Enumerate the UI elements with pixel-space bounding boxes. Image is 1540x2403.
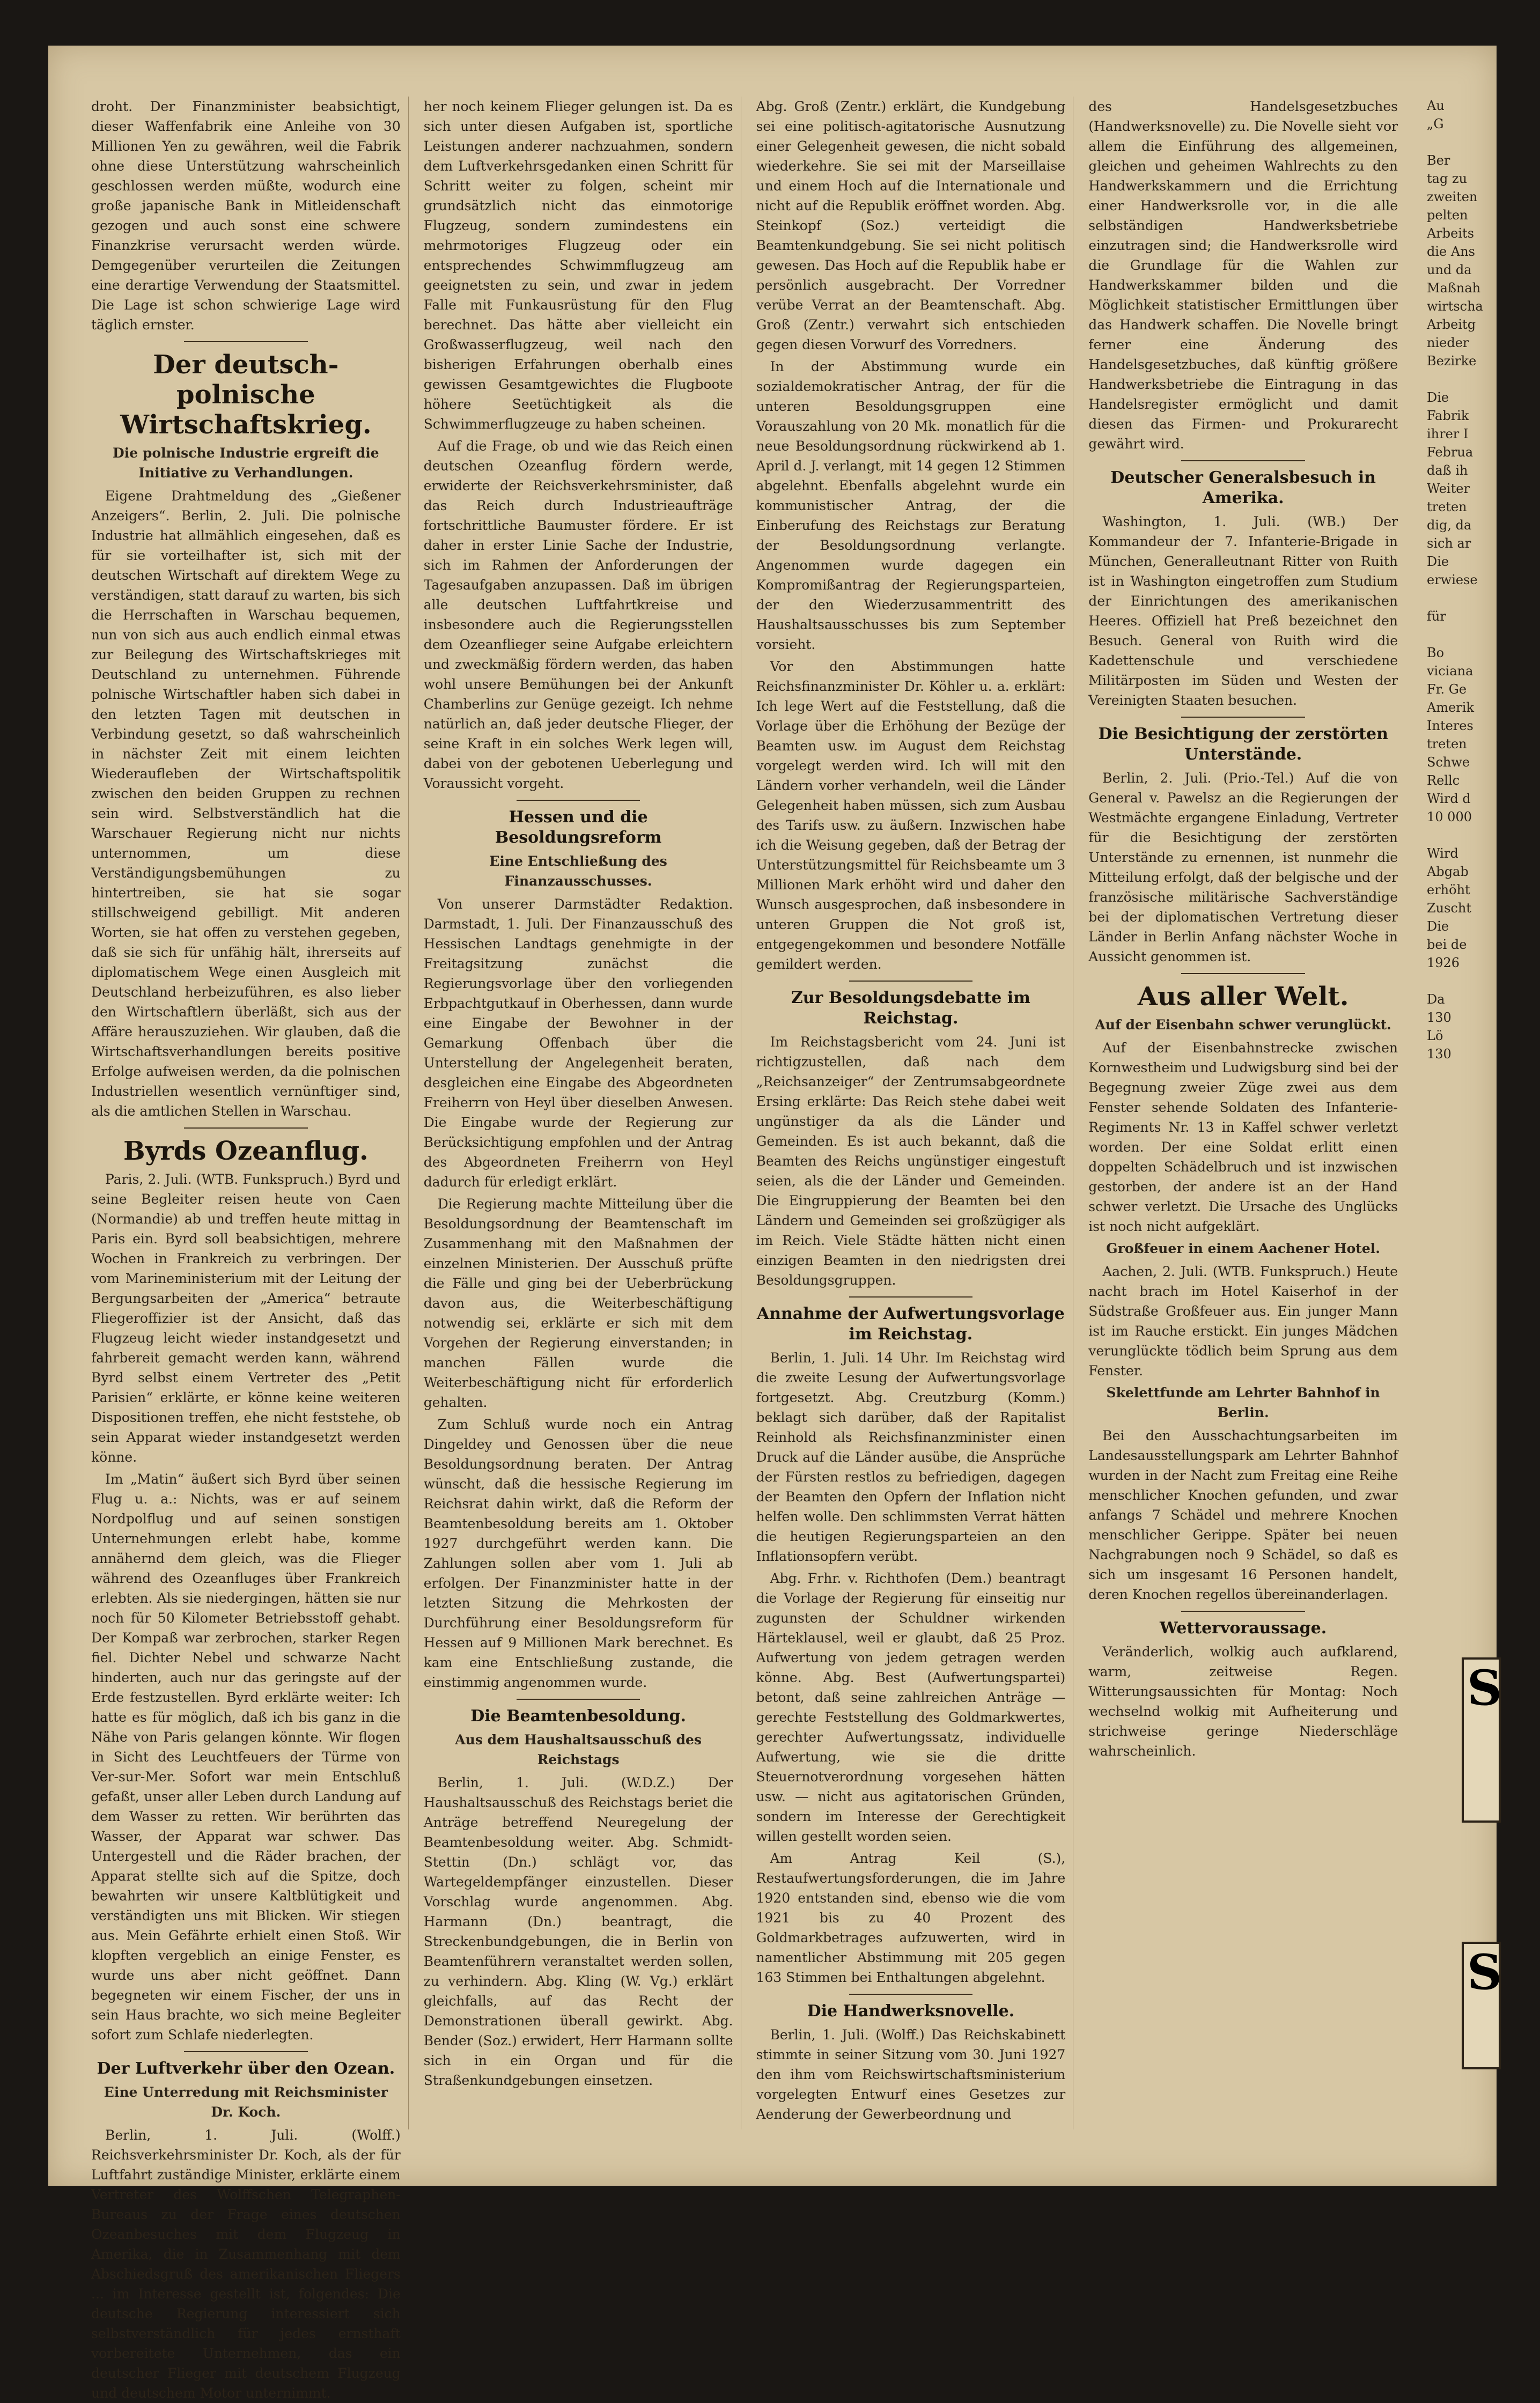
column-4 (1088, 97, 1405, 2129)
headline: Der deutsch-polnische Wirtschaftskrieg. (120, 350, 372, 440)
divider (1181, 1611, 1305, 1612)
article-text: Am Antrag Keil (S.), Restaufwertungsforderungen, die im Jahre 1920 entstanden sind, ebenso wie die vom 1921 bis zu 40 Prozent des Goldmarkbetrages aufzuwerten, wird in namentlicher Abstimmung mit 205 gegen 163 Stimmen bei Enthaltungen abgelehnt. (756, 1851, 1066, 1985)
subheadline: Skelettfunde am Lehrter Bahnhof in Berlin. (1106, 1385, 1380, 1420)
article-text: Im „Matin“ äußert sich Byrd über seinen Flug u. a.: Nichts, was er auf seinem Nordpolflug und auf seinen sonstigen Unternehmungen erlebt habe, komme annähernd dem gleich, was die Flieger während des Ozeanfluges über Frankreich erlebten. Als sie niedergingen, hätten sie nur noch für 50 Kilometer Betriebsstoff gehabt. Der Kompaß war zerbrochen, starker Regen fiel. Dichter Nebel und schwarze Nacht hinderten, auch nur das geringste auf der Erde festzustellen. Byrd erklärte weiter: Ich hatte es für möglich, daß ich bis ganz in die Nähe von Paris gelangen könnte. Wir flogen in Sicht des Leuchtfeuers der Türme von Ver-sur-Mer. Sofort war mein Entschluß gefaßt, unser aller Leben durch Landung auf dem Wasser zu retten. Wir berührten das Wasser, der Apparat war schwer. Das Untergestell und die Räder brachen, der Apparat stellte sich auf die Spitze, doch bewahrten wir unsere Kaltblütigkeit und verständigten uns mit Blicken. Wir stiegen aus. Mein Gefährte erhielt einen Stoß. Wir klopften vergeblich an einige Fenster, es wurde uns aber nicht geöffnet. Dann begegneten wir einem Fischer, der uns in sein Haus brachte, wo sich meine Begleiter sofort zum Schlafe niederlegten. (91, 1471, 401, 2043)
edge-text-line: Maßnah (1427, 281, 1481, 296)
edge-text-line: Interes (1427, 718, 1473, 733)
edge-text-line: 10 000 (1427, 809, 1472, 824)
article-text: Bei den Ausschachtungsarbeiten im Landesausstellungspark am Lehrter Bahnhof wurden in der Nacht zum Freitag eine Reihe menschlicher Knochen gefunden, und zwar anfangs 7 Schädel und mehrere Knochen menschlicher Gerippe. Später bei neuen Nachgrabungen noch 9 Schädel, so daß es sich um insgesamt 16 Personen handelt, deren Knochen regellos übereinanderlagen. (1088, 1428, 1398, 1602)
edge-text-line: 1926 (1427, 955, 1460, 970)
edge-text-line: für (1427, 609, 1446, 624)
edge-text-line: 130 (1427, 1010, 1451, 1025)
subheadline: Eine Unterredung mit Reichsminister Dr. Koch. (104, 2084, 388, 2120)
edge-text-line: Wird (1427, 846, 1458, 861)
edge-text-line: Arbeitg (1427, 317, 1476, 332)
article-text: her noch keinem Flieger gelungen ist. Da es sich unter diesen Aufgaben ist, sportliche Leistungen anderer nachzuahmen, sondern dem Luftverkehrsgedanken einen Schritt für Schritt weiter zu folgen, scheint mir grundsätzlich nicht das einmotorige Flugzeug, sondern zumindestens ein mehrmotoriges Flugzeug oder ein entsprechendes Schwimmflugzeug am geeignetsten zu sein, und zwar in jedem Falle mit Funkausrüstung für den Flug berechnet. Das hätte aber vielleicht ein Großwasserflugzeug, weil nach den bisherigen Erfahrungen oberhalb eines gewissen Gesamtgewichtes die Flugboote höhere Seetüchtigkeit als die Schwimmerflugzeuge zu haben scheinen. (423, 99, 733, 432)
article-text: des Handelsgesetzbuches (Handwerksnovelle) zu. Die Novelle sieht vor allem die Einführung des allgemeinen, gleichen und geheimen Wahlrechts zu den Handwerkskammern und die Errichtung einer Handwerksrolle vor, in die alle selbständigen Handwerksbetriebe einzutragen sind; die Handwerksrolle wird die Grundlage für die Wahlen zur Handwerkskammer bilden und die Möglichkeit statistischer Ermittlungen über das Handwerk schaffen. Die Novelle bringt ferner eine Änderung des Handelsgesetzbuches, daß künftig größere Handwerksbetriebe die Eintragung in das Handelsregister ermöglicht und damit diesen das Firmen- und Prokurarecht gewährt wird. (1088, 99, 1398, 452)
edge-text-line: die Ans (1427, 244, 1475, 259)
article-text: In der Abstimmung wurde ein sozialdemokratischer Antrag, der für die unteren Besoldungsgruppen eine Vorauszahlung von 20 Mk. monatlich für die neue Besoldungsordnung rückwirkend ab 1. April d. J. verlangt, mit 14 gegen 12 Stimmen abgelehnt. Ebenfalls abgelehnt wurde ein kommunistischer Antrag, der die Einberufung des Reichstags zur Beratung der Besoldungsordnung verlangte. Angenommen wurde dagegen ein Kompromißantrag der Regierungsparteien, der den Wiederzusammentritt des Haushaltsausschusses bis zum September vorsieht. (756, 359, 1066, 652)
ad-letter: S (1467, 1660, 1502, 1716)
edge-text-line: Die (1427, 390, 1449, 405)
edge-text-line: Februa (1427, 445, 1473, 460)
edge-text-line: Wird d (1427, 791, 1471, 806)
edge-text-line (1427, 625, 1491, 644)
edge-text-line: Weiter (1427, 481, 1470, 496)
article-text: Berlin, 1. Juli. 14 Uhr. Im Reichstag wird die zweite Lesung der Aufwertungsvorlage fortgesetzt. Abg. Creutzburg (Komm.) beklagt sich darüber, daß der Rapitalist Reinhold als Reichsfinanzminister einen Druck auf die Länder ausübe, die Ansprüche der Fürsten restlos zu befriedigen, dagegen der Beamten den Opfern der Inflation nicht helfen wolle. Den schlimmsten Verrat hätten die heutigen Regierungsparteien an den Inflationsopfern verübt. (756, 1350, 1066, 1564)
headline: Die Besichtigung der zerstörten Unterstände. (1098, 725, 1388, 764)
headline: Die Handwerksnovelle. (807, 2002, 1015, 2021)
article-text: Berlin, 1. Juli. (Wolff.) Das Reichskabinett stimmte in seiner Sitzung vom 30. Juni 1927 den ihm vom Reichswirtschaftsministerium vorgelegten Entwurf eines Gesetzes zur Aenderung der Gewerbeordnung und (756, 2027, 1066, 2122)
divider (184, 1127, 308, 1129)
edge-text-line: Ber (1427, 153, 1450, 168)
edge-text-line: nieder (1427, 335, 1469, 350)
edge-text-line: pelten (1427, 208, 1468, 223)
headline: Byrds Ozeanflug. (123, 1136, 369, 1166)
headline: Annahme der Aufwertungsvorlage im Reichstag. (756, 1304, 1065, 1344)
edge-text-line (1427, 972, 1491, 990)
article-text: Abg. Frhr. v. Richthofen (Dem.) beantragt die Vorlage der Regierung für einseitig nur zugunsten der Schuldner wirkenden Härteklausel, weil er glaubt, daß 25 Proz. Aufwertung von jedem getragen werden könne. Abg. Best (Aufwertungspartei) betont, daß seine zahlreichen Anträge — gerechte Feststellung des Goldmarkwertes, gerechter Aufwertungssatz, individuelle Aufwertung, wie sie die dritte Steuernotverordnung vorgesehen hätten usw. — nicht aus agitatorischen Gründen, sondern im Interesse der Gerechtigkeit willen gestellt worden seien. (756, 1571, 1066, 1844)
article-text: Berlin, 2. Juli. (Prio.-Tel.) Auf die von General v. Pawelsz an die Regierungen der Westmächte ergangene Einladung, Vertreter für die Besichtigung der zerstörten Unterstände zu ernennen, ist nunmehr die Mitteilung erfolgt, daß der belgische und der französische militärische Sachverständige bei der diplomatischen Vertretung dieser Länder in Berlin Anfang nächster Woche in Aussicht genommen ist. (1088, 770, 1398, 964)
headline: Der Luftverkehr über den Ozean. (97, 2059, 395, 2078)
divider (517, 800, 640, 801)
headline: Aus aller Welt. (1137, 982, 1349, 1012)
edge-text-line: treten (1427, 499, 1467, 514)
article-text: droht. Der Finanzminister beabsichtigt, dieser Waffenfabrik eine Anleihe von 30 Millionen Yen zu gewähren, weil die Fabrik ohne diese Unterstützung wahrscheinlich geschlossen werden müßte, wodurch eine große japanische Bank in Mitleidenschaft gezogen und auch sonst eine schwere Finanzkrise verursacht werden würde. Demgegenüber verurteilen die Zeitungen eine derartige Verwendung der Staatsmittel. Die Lage ist schon schwierige Lage wird täglich ernster. (91, 99, 401, 333)
edge-text-line: Die (1427, 919, 1449, 934)
article-text: Washington, 1. Juli. (WB.) Der Kommandeur der 7. Infanterie-Brigade in München, Generalleutnant Ritter von Ruith ist in Washington eingetroffen zum Studium der Einrichtungen des amerikanischen Heeres. Offiziell hat Preß bezeichnet den Besuch. General von Ruith wird die Kadettenschule und verschiedene Militärposten im Süden und Westen der Vereinigten Staaten besuchen. (1088, 514, 1398, 708)
edge-text-line: Schwe (1427, 755, 1470, 770)
divider (849, 1994, 973, 1995)
edge-text-line: Abgab (1427, 864, 1469, 879)
article-text: Auf die Frage, ob und wie das Reich einen deutschen Ozeanflug fördern werde, erwiderte der Reichsverkehrsminister, daß das Reich durch Industrieaufträge fortschrittliche Baumuster fördere. Er ist daher in erster Linie Sache der Industrie, sich im Rahmen der Anforderungen der Tagesaufgaben anzupassen. Daß im übrigen alle deutschen Luftfahrtkreise und insbesondere auch die Regierungsstellen dem Ozeanflieger seine Aufgabe erleichtern und zweckmäßig fördern werden, das haben wohl unsere Bemühungen bei der Ankunft Chamberlins zur Genüge gezeigt. Ich nehme natürlich an, daß jeder deutsche Flieger, der seine Kraft in ein solches Werk legen will, dabei von der gebotenen Ueberlegung und Voraussicht vorgeht. (423, 438, 733, 791)
article-text: Veränderlich, wolkig auch aufklarend, warm, zeitweise Regen. Witterungsaussichten für Montag: Noch wechselnd wolkig mit Aufheiterung und strichweise geringe Niederschläge wahrscheinlich. (1088, 1644, 1398, 1759)
divider (1181, 973, 1305, 974)
edge-text-line: Lö (1427, 1028, 1443, 1043)
headline: Deutscher Generalsbesuch in Amerika. (1110, 468, 1376, 507)
edge-text-line: und da (1427, 262, 1472, 277)
edge-text-line: viciana (1427, 664, 1473, 679)
headline: Hessen und die Besoldungsreform (495, 808, 662, 847)
edge-text-line: sich ar (1427, 536, 1471, 551)
edge-text-line: ihrer I (1427, 426, 1469, 441)
divider (1181, 460, 1305, 461)
article-text: Abg. Groß (Zentr.) erklärt, die Kundgebung sei eine politisch-agitatorische Ausnutzung einer Gelegenheit gewesen, die nicht sobald wiederkehre. Sie sei mit der Marseillaise und einem Hoch auf die Internationale und nicht auf die Republik eröffnet worden. Abg. Steinkopf (Soz.) verteidigt die Beamtenkundgebung. Sie sei nicht politisch gewesen. Das Hoch auf die Republik habe er persönlich ausgebracht. Der Vorredner verübe Verrat an der Beamtenschaft. Abg. Groß (Zentr.) verwahrt sich entschieden gegen diesen Vorwurf des Vorredners. (756, 99, 1066, 352)
edge-text-line (1427, 133, 1491, 151)
subheadline: Auf der Eisenbahn schwer verunglückt. (1095, 1017, 1391, 1033)
edge-text-line: tag zu (1427, 171, 1468, 186)
article-text: Zum Schluß wurde noch ein Antrag Dingeldey und Genossen über die neue Besoldungsordnung beraten. Der Antrag wünscht, daß die hessische Regierung im Reichsrat dahin wirkt, daß die Reform der Beamtenbesoldung bereits am 1. Oktober 1927 durchgeführt werden kann. Die Zahlungen sollen aber vom 1. Juli ab erfolgen. Der Finanzminister hatte in der letzten Sitzung die Mehrkosten der Durchführung einer Besoldungsreform für Hessen auf 9 Millionen Mark berechnet. Es kam eine Entschließung zustande, die einstimmig angenommen wurde. (423, 1417, 733, 1690)
column-1 (91, 97, 409, 2401)
edge-text-line (1427, 589, 1491, 607)
article-text: Vor den Abstimmungen hatte Reichsfinanzminister Dr. Köhler u. a. erklärt: Ich lege Wert auf die Feststellung, daß die Vorlage über die Erhöhung der Bezüge der Beamten usw. im August dem Reichstag vorgelegt werden wird. Ich will mit den Ländern vorher verhandeln, weil die Länder Gelegenheit haben müssen, sich zum Ausbau des Tarifs usw. zu äußern. Inzwischen habe ich die Weisung gegeben, daß der Betrag der Unterstützungsmittel für Reichsbeamte um 3 Millionen Mark erhöht wird und daher den Wunsch ausgesprochen, daß insbesondere in unteren Gruppen die Not groß ist, entgegengekommen und besondere Notfälle gemildert werden. (756, 659, 1066, 972)
article-text: Berlin, 1. Juli. (W.D.Z.) Der Haushaltsausschuß des Reichstags beriet die Anträge betreffend Neuregelung der Beamtenbesoldung weiter. Abg. Schmidt-Stettin (Dn.) schlägt vor, das Wartegeldempfänger einzustellen. Dieser Vorschlag wurde angenommen. Abg. Harmann (Dn.) beantragt, die Streckenbundgebungen, die in Berlin von Beamtenführern veranstaltet werden sollen, zu verhindern. Abg. Kling (W. Vg.) erklärt gleichfalls, auf das Recht der Demonstrationen überall gewirkt. Abg. Bender (Soz.) erwidert, Herr Harmann sollte sich in ein Organ und für die Straßenkundgebungen einsetzen. (423, 1775, 733, 2088)
headline: Zur Besoldungsdebatte im Reichstag. (791, 989, 1030, 1028)
subheadline: Eine Entschließung des Finanzausschusses. (489, 853, 667, 889)
edge-text-line: Rellc (1427, 773, 1460, 788)
article-text: Berlin, 1. Juli. (Wolff.) Reichsverkehrsminister Dr. Koch, als der für Luftfahrt zuständige Minister, erklärte einem Vertreter des Wolffschen Telegraphen-Bureaus zu der Frage eines deutschen Ozeanbesuches mit dem Flugzeug in Amerika, die in Zusammenhang mit dem Abschiedsgruß des amerikanischen Fliegers ... im Interesse gestellt ist, folgendes: Die deutsche Regierung interessiert sich selbstverständlich für jedes ernsthaft vorbereitete Unternehmen, das ein deutscher Flieger mit deutschem Flugzeug und deutschem Motor unternimmt. (91, 2127, 401, 2401)
edge-text-line: Bezirke (1427, 353, 1477, 368)
headline: Die Beamtenbesoldung. (470, 1707, 686, 1726)
divider (184, 341, 308, 342)
edge-text-line: zweiten (1427, 189, 1478, 204)
divider (849, 1296, 973, 1298)
edge-text-line: Fr. Ge (1427, 682, 1467, 697)
divider (1181, 717, 1305, 718)
edge-text-line (1427, 826, 1491, 844)
divider (184, 2051, 308, 2052)
newspaper-page (91, 97, 1405, 2401)
article-text: Paris, 2. Juli. (WTB. Funkspruch.) Byrd und seine Begleiter reisen heute von Caen (Normandie) ab und treffen heute mittag in Paris ein. Byrd soll beabsichtigen, mehrere Wochen in Frankreich zu verbringen. Der vom Marineministerium mit der Leitung der Bergungsarbeiten der „America“ betraute Fliegeroffizier ist der Ansicht, daß das Flugzeug leicht wieder instandgesetzt und fahrbereit gemacht werden kann, während Byrd selbst einem Vertreter des „Petit Parisien“ erklärte, er könne keine weiteren Dispositionen treffen, ehe nicht feststehe, ob sein Apparat wieder instandgesetzt werden könne. (91, 1171, 401, 1465)
edge-text-line: 130 (1427, 1046, 1451, 1062)
edge-text-line: Die (1427, 554, 1449, 569)
edge-text-line: Fabrik (1427, 408, 1469, 423)
divider (517, 1699, 640, 1700)
edge-text-line: Zuscht (1427, 901, 1471, 916)
headline: Wettervoraussage. (1160, 1619, 1327, 1638)
article-text: Im Reichstagsbericht vom 24. Juni ist richtigzustellen, daß nach dem „Reichsanzeiger“ der Zentrumsabgeordnete Ersing erklärte: Das Reich stehe dabei weit ungünstiger da als die Länder und Gemeinden. Es ist auch bekannt, daß die Beamten des Reichs ungünstiger eingestuft seien, als die der Länder und Gemeinden. Die Eingruppierung der Beamten bei den Ländern und Gemeinden sei großzügiger als im Reich. Viele Städte hätten nicht einen einzigen Beamten in den niedrigsten drei Besoldungsgruppen. (756, 1034, 1066, 1288)
advertisement-box (1462, 1942, 1501, 2069)
edge-text-line: wirtscha (1427, 299, 1483, 314)
article-text: Die Regierung machte Mitteilung über die Besoldungsordnung der Beamtenschaft im Zusammenhang mit den Maßnahmen der einzelnen Ministerien. Der Ausschuß prüfte die Fälle und ging bei der Ueberbrückung davon aus, die Weiterbeschäftigung notwendig sei, erklärte er sich mit dem Vorgehen der Regierung einverstanden; in manchen Fällen wurde die Weiterbeschäftigung nicht für erforderlich gehalten. (423, 1196, 733, 1410)
edge-text-line: bei de (1427, 937, 1467, 952)
ad-letter: S (1467, 1944, 1502, 2001)
advertisement-box (1462, 1657, 1501, 1823)
edge-text-line: erhöht (1427, 882, 1470, 897)
edge-text-line: erwiese (1427, 572, 1478, 587)
edge-text-line: Arbeits (1427, 226, 1475, 241)
article-text: Auf der Eisenbahnstrecke zwischen Kornwestheim und Ludwigsburg sind bei der Begegnung zweier Züge zwei aus dem Fenster sehende Soldaten des Infanterie-Regiments Nr. 13 in Kaffel schwer verletzt worden. Der eine Soldat erlitt einen doppelten Schädelbruch und ist inzwischen gestorben, der andere ist an der Hand schwer verletzt. Die Ursache des Unglücks ist noch nicht aufgeklärt. (1088, 1040, 1398, 1234)
edge-text-line: Da (1427, 992, 1445, 1007)
edge-text-line: treten (1427, 736, 1467, 751)
article-text: Von unserer Darmstädter Redaktion. Darmstadt, 1. Juli. Der Finanzausschuß des Hessischen Landtags genehmigte in der Freitagsitzung zunächst die Regierungsvorlage über den vorliegenden Erbpachtgutkauf in Oberhessen, dann wurde eine Eingabe der Bewohner in der Gemarkung Offenbach über die Unterstellung der Angelegenheit beraten, desgleichen eine Eingabe des Abgeordneten Freiherrn von Heyl über dieselben Anwesen. Die Eingabe wurde der Regierung zur Berücksichtigung empfohlen und der Antrag des Abgeordneten Freiherrn von Heyl dadurch für erledigt erklärt. (423, 896, 733, 1190)
edge-text-line: Bo (1427, 645, 1445, 660)
column-2 (424, 97, 741, 2129)
article-text: Eigene Drahtmeldung des „Gießener Anzeigers“. Berlin, 2. Juli. Die polnische Industrie hat allmählich eingesehen, daß es für sie vorteilhafter ist, sich mit der deutschen Wirtschaft auf direktem Wege zu verständigen, statt darauf zu warten, bis sich die Herrschaften in Warschau bequemen, nun von sich aus auch endlich einmal etwas zur Beilegung des Wirtschaftskrieges mit Deutschland zu unternehmen. Führende polnische Wirtschaftler haben sich dabei in den letzten Tagen mit deutschen in Verbindung gesetzt, so daß wahrscheinlich in nächster Zeit mit einem leichten Wiederaufleben der Wirtschaftspolitik zwischen den beiden Gruppen zu rechnen sein wird. Selbstverständlich hat die Warschauer Regierung nicht nur nichts unternommen, um diese Verständigungsbemühungen zu hintertreiben, sie hat sie sogar stillschweigend gebilligt. Mit anderen Worten, sie hat offen zu verstehen gegeben, daß sie sich für unfähig hält, ihrerseits auf diplomatischem Wege einen Ausgleich mit Deutschland herbeizuführen, es also lieber den Wirtschaftlern überläßt, sich aus der Affäre herauszuziehen. Wir glauben, daß die Wirtschaftsverhandlungen bereits positive Erfolge aufweisen werden, da die polnischen Industriellen wesentlich vernünftiger sind, als die amtlichen Stellen in Warschau. (91, 488, 401, 1119)
adjacent-page-edge (1427, 97, 1491, 2129)
subheadline: Aus dem Haushaltsausschuß des Reichstags (455, 1732, 702, 1767)
edge-text-line: „G (1427, 116, 1444, 131)
subheadline: Die polnische Industrie ergreift die Initiative zu Verhandlungen. (113, 445, 379, 481)
edge-text-line: daß ih (1427, 463, 1468, 478)
edge-text-line: Au (1427, 98, 1445, 113)
divider (849, 981, 973, 982)
edge-text-line (1427, 370, 1491, 388)
edge-text-line: Amerik (1427, 700, 1474, 715)
edge-text-line: dig, da (1427, 518, 1472, 533)
subheadline: Großfeuer in einem Aachener Hotel. (1106, 1241, 1380, 1256)
column-3 (756, 97, 1074, 2129)
article-text: Aachen, 2. Juli. (WTB. Funkspruch.) Heute nacht brach im Hotel Kaiserhof in der Südstraße Großfeuer aus. Ein junger Mann ist im Rauche erstickt. Ein junges Mädchen verunglückte tödlich beim Sprung aus dem Fenster. (1088, 1264, 1398, 1379)
